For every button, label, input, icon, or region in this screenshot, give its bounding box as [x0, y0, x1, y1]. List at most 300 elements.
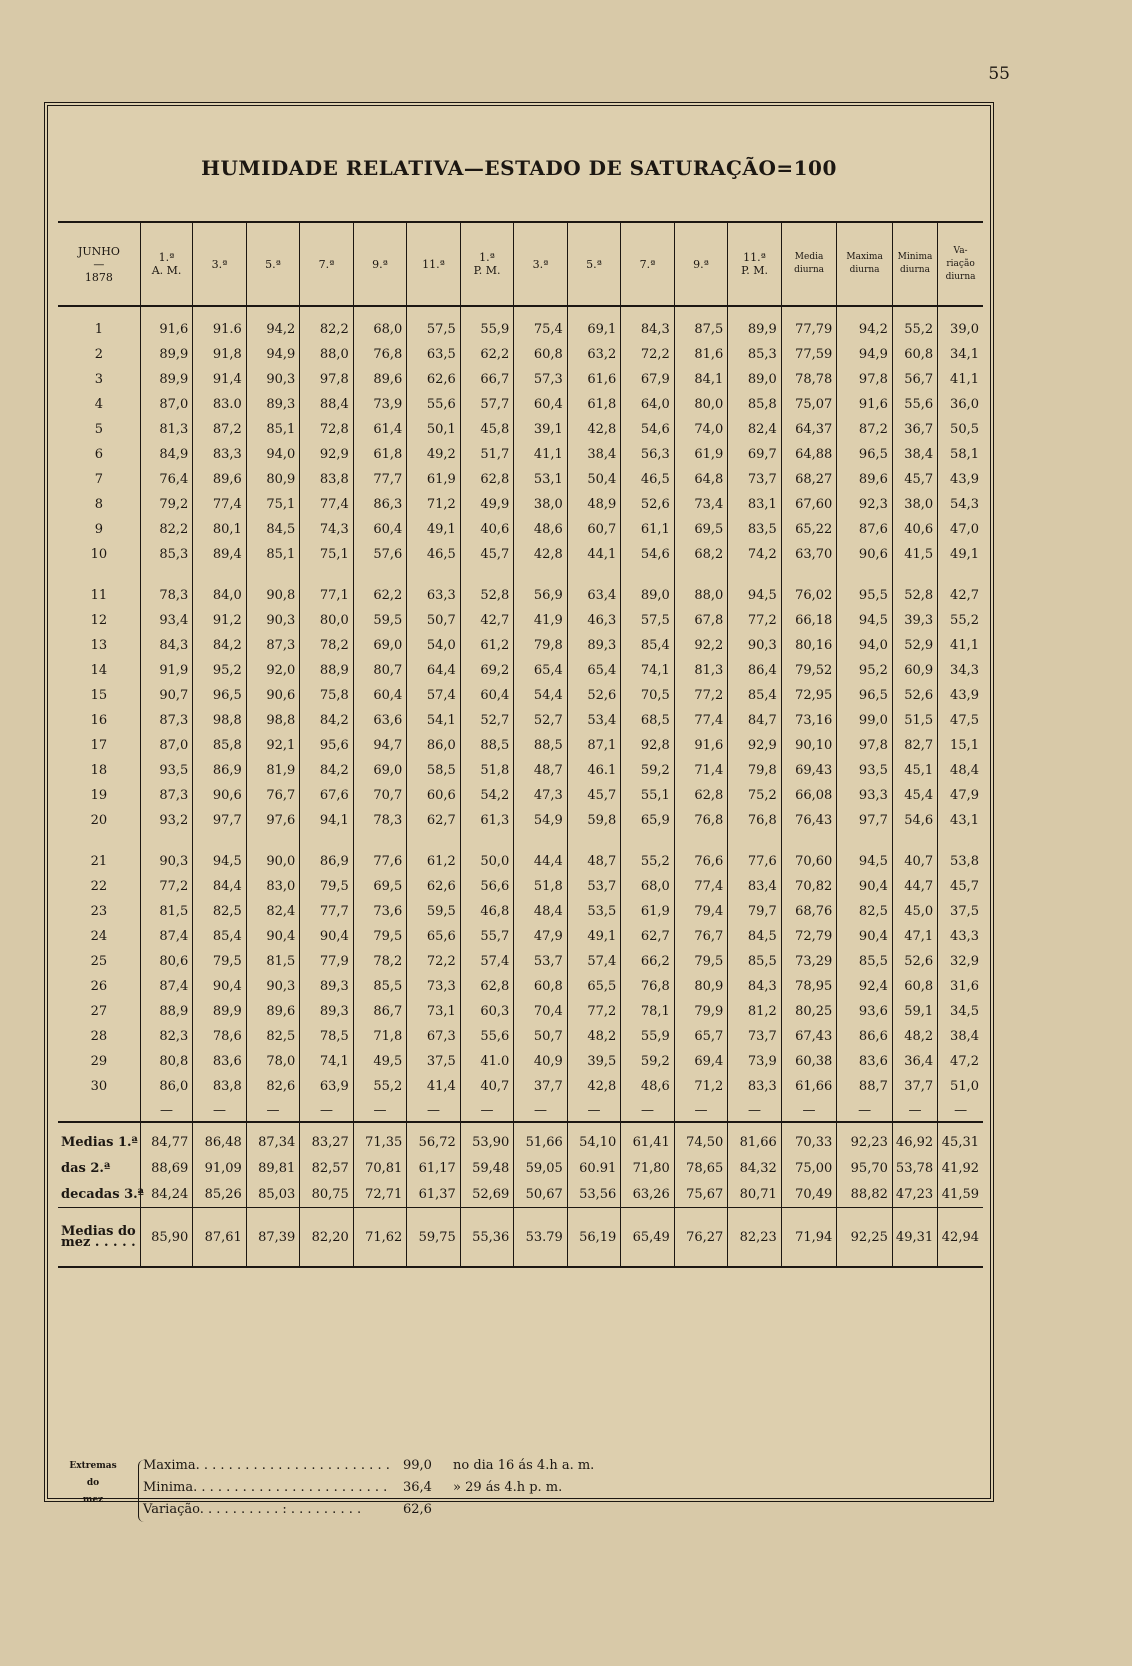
header-col-bottom: P. M.	[741, 264, 768, 277]
extreme-minima	[143, 1480, 562, 1502]
table-cell: 70,49	[781, 1181, 837, 1208]
table-cell: 48,4	[938, 758, 983, 783]
table-cell: 78,6	[193, 1024, 247, 1049]
table-cell: 61,37	[407, 1181, 461, 1208]
table-cell: 93,2	[140, 808, 192, 833]
table-cell: 89,6	[193, 467, 247, 492]
table-cell: 62,2	[353, 583, 407, 608]
table-cell: 80,6	[140, 949, 192, 974]
table-cell: 97,7	[193, 808, 247, 833]
table-cell: 70,4	[514, 999, 568, 1024]
table-cell: 34,5	[938, 999, 983, 1024]
table-row	[58, 1122, 983, 1155]
table-cell: 49,1	[938, 542, 983, 567]
table-row	[58, 849, 983, 874]
table-cell: 54,3	[938, 492, 983, 517]
table-cell: 80,71	[728, 1181, 782, 1208]
table-cell: 45,1	[892, 758, 937, 783]
table-cell: 98,8	[246, 708, 300, 733]
table-cell: 64,37	[781, 417, 837, 442]
table-cell	[407, 833, 461, 849]
table-cell: 52,6	[567, 683, 621, 708]
table-cell: 85,3	[140, 542, 192, 567]
table-cell: 88,0	[674, 583, 728, 608]
header-col	[674, 222, 728, 306]
table-cell: 75,00	[781, 1155, 837, 1181]
dash-cell: —	[621, 1099, 675, 1122]
day-number: 4	[94, 397, 104, 412]
table-cell	[781, 567, 837, 583]
table-cell: 85,5	[353, 974, 407, 999]
table-cell: 87,2	[837, 417, 893, 442]
table-cell: 42,8	[567, 417, 621, 442]
header-col-bottom: A. M.	[151, 264, 182, 277]
extremes-label-line: do	[86, 1478, 100, 1488]
table-cell: 82,4	[728, 417, 782, 442]
table-cell: 78,1	[621, 999, 675, 1024]
decada-label	[58, 1155, 140, 1181]
table-cell: 75,07	[781, 392, 837, 417]
table-cell: 73,1	[407, 999, 461, 1024]
table-cell: 62,7	[621, 924, 675, 949]
table-cell: 90,6	[837, 542, 893, 567]
table-cell: 61,2	[407, 849, 461, 874]
table-cell: 90,4	[193, 974, 247, 999]
table-cell: 39,1	[514, 417, 568, 442]
table-cell: 90,0	[246, 849, 300, 874]
table-cell: 48,7	[514, 758, 568, 783]
header-col	[514, 222, 568, 306]
table-cell: 69,0	[353, 758, 407, 783]
table-cell: 80,9	[674, 974, 728, 999]
table-cell: 42,8	[567, 1074, 621, 1099]
table-cell: 71,2	[674, 1074, 728, 1099]
table-cell: 89,6	[246, 999, 300, 1024]
table-cell	[938, 833, 983, 849]
table-cell: 61,6	[567, 367, 621, 392]
table-cell	[514, 833, 568, 849]
dash-cell: —	[246, 1099, 300, 1122]
table-cell: 45,31	[938, 1122, 983, 1155]
table-cell: 69,7	[728, 442, 782, 467]
table-cell: 59,48	[460, 1155, 514, 1181]
table-cell: 81,3	[674, 658, 728, 683]
table-cell: 82,7	[892, 733, 937, 758]
table-cell: 77,59	[781, 342, 837, 367]
table-cell: 85,8	[728, 392, 782, 417]
table-cell: 87,61	[193, 1208, 247, 1268]
table-cell: 65,9	[621, 808, 675, 833]
table-cell: 41,92	[938, 1155, 983, 1181]
table-row	[58, 949, 983, 974]
table-cell: 90,8	[246, 583, 300, 608]
table-cell: 83,27	[300, 1122, 354, 1155]
table-cell	[460, 833, 514, 849]
table-cell: 64,8	[674, 467, 728, 492]
table-cell: 90,3	[246, 608, 300, 633]
table-cell: 41.0	[460, 1049, 514, 1074]
table-cell: 70,60	[781, 849, 837, 874]
table-cell: 89,6	[353, 367, 407, 392]
table-cell: 61,1	[621, 517, 675, 542]
table-cell: 83,4	[728, 874, 782, 899]
table-cell: 86,9	[193, 758, 247, 783]
table-cell: 61,9	[674, 442, 728, 467]
table-cell: 77,6	[728, 849, 782, 874]
table-cell: 94,2	[246, 306, 300, 342]
table-cell: 70,5	[621, 683, 675, 708]
table-cell: 75,8	[300, 683, 354, 708]
table-cell: 57,4	[460, 949, 514, 974]
table-cell: 77,2	[674, 683, 728, 708]
table-cell: 81,66	[728, 1122, 782, 1155]
table-cell: 65,49	[621, 1208, 675, 1268]
table-cell: 59,5	[407, 899, 461, 924]
table-cell: 79,7	[728, 899, 782, 924]
table-cell: 82,20	[300, 1208, 354, 1268]
table-cell: 36,0	[938, 392, 983, 417]
table-cell: 86,9	[300, 849, 354, 874]
table-cell: 85,1	[246, 542, 300, 567]
table-row	[58, 808, 983, 833]
dash-cell: —	[353, 1099, 407, 1122]
table-cell: 85,03	[246, 1181, 300, 1208]
table-cell: 57,4	[407, 683, 461, 708]
table-cell: 53.79	[514, 1208, 568, 1268]
table-cell: 67,60	[781, 492, 837, 517]
table-cell: 73,29	[781, 949, 837, 974]
table-cell: 62,7	[407, 808, 461, 833]
table-cell: 67,43	[781, 1024, 837, 1049]
table-cell: 53,78	[892, 1155, 937, 1181]
table-cell: 78,95	[781, 974, 837, 999]
table-cell: 77,2	[140, 874, 192, 899]
table-cell	[728, 833, 782, 849]
table-cell: 84,2	[300, 758, 354, 783]
table-row	[58, 608, 983, 633]
table-cell: 90,10	[781, 733, 837, 758]
table-cell: 89,3	[246, 392, 300, 417]
table-cell: 69,5	[353, 874, 407, 899]
header-col-top: Va-	[953, 245, 968, 256]
table-cell: 50,1	[407, 417, 461, 442]
header-col-top: 5.ª	[586, 257, 602, 271]
table-row	[58, 658, 983, 683]
table-cell: 68,0	[353, 306, 407, 342]
header-col-top: 9.ª	[693, 257, 709, 271]
table-row	[58, 492, 983, 517]
header-col-top: 3.ª	[211, 257, 228, 271]
extreme-name: Maxima. . . . . . . . . . . . . . . . . . . . . . . .	[143, 1458, 390, 1473]
table-cell: 84,7	[728, 708, 782, 733]
table-cell: 45,7	[567, 783, 621, 808]
table-cell: 84,5	[728, 924, 782, 949]
day-number: 9	[94, 522, 104, 537]
day-number: 13	[90, 638, 108, 653]
table-cell: 87,3	[246, 633, 300, 658]
table-cell: 90,3	[140, 849, 192, 874]
table-cell: 92,0	[246, 658, 300, 683]
table-cell: 81,3	[140, 417, 192, 442]
extreme-value: 36,4	[403, 1480, 432, 1495]
table-cell: 65,6	[407, 924, 461, 949]
header-col	[892, 222, 937, 306]
extreme-name: Variação. . . . . . . . . . : . . . . . . . . .	[143, 1502, 362, 1517]
table-cell: 55,2	[621, 849, 675, 874]
table-cell: 60,6	[407, 783, 461, 808]
table-cell: 84,3	[140, 633, 192, 658]
table-cell: 70,7	[353, 783, 407, 808]
table-cell: 83,0	[246, 874, 300, 899]
table-cell: 42,8	[514, 542, 568, 567]
table-cell: 47,9	[938, 783, 983, 808]
table-cell: 84,1	[674, 367, 728, 392]
table-cell: 89,3	[300, 974, 354, 999]
table-cell: 95,2	[837, 658, 893, 683]
decada-number: 3.ª	[124, 1186, 144, 1202]
table-cell: 78,5	[300, 1024, 354, 1049]
table-cell: 74,1	[621, 658, 675, 683]
table-cell: 84,3	[728, 974, 782, 999]
table-cell: 95,70	[837, 1155, 893, 1181]
table-cell: 40,7	[892, 849, 937, 874]
day-number: 12	[90, 613, 108, 628]
table-cell: 91,4	[193, 367, 247, 392]
table-cell: 75,67	[674, 1181, 728, 1208]
table-cell: 92,23	[837, 1122, 893, 1155]
table-cell: 60,9	[892, 658, 937, 683]
table-cell: 47,5	[938, 708, 983, 733]
table-cell: 86,6	[837, 1024, 893, 1049]
table-cell: 60,4	[460, 683, 514, 708]
table-cell: 77,4	[674, 708, 728, 733]
table-row	[58, 1181, 983, 1208]
table-cell: 55,2	[938, 608, 983, 633]
table-cell: 69,0	[353, 633, 407, 658]
dash-cell: —	[514, 1099, 568, 1122]
table-row	[58, 683, 983, 708]
table-cell: 47,0	[938, 517, 983, 542]
table-cell: 50,4	[567, 467, 621, 492]
table-cell: 74,2	[728, 542, 782, 567]
table-cell: 52,6	[892, 949, 937, 974]
table-cell	[892, 833, 937, 849]
table-cell: 43,9	[938, 683, 983, 708]
header-col	[353, 222, 407, 306]
table-row	[58, 442, 983, 467]
humidity-table	[58, 221, 983, 1268]
table-cell: 89,4	[193, 542, 247, 567]
table-cell: 58,1	[938, 442, 983, 467]
table-cell: 79,52	[781, 658, 837, 683]
table-cell: 63,6	[353, 708, 407, 733]
table-cell: 67,3	[407, 1024, 461, 1049]
decada-number: 2.ª	[90, 1160, 111, 1176]
table-cell: 95,6	[300, 733, 354, 758]
table-cell	[140, 567, 192, 583]
table-cell: 74,0	[674, 417, 728, 442]
table-row	[58, 306, 983, 342]
table-cell: 38,0	[892, 492, 937, 517]
table-cell: 61,41	[621, 1122, 675, 1155]
table-cell: 39,3	[892, 608, 937, 633]
header-col	[781, 222, 837, 306]
month-extremes	[58, 1458, 758, 1578]
table-cell: 92,2	[674, 633, 728, 658]
table-cell: 59,8	[567, 808, 621, 833]
table-cell: 48,6	[621, 1074, 675, 1099]
table-cell: 82,23	[728, 1208, 782, 1268]
table-cell: 53,8	[938, 849, 983, 874]
table-cell: 85,4	[621, 633, 675, 658]
table-cell: 92,25	[837, 1208, 893, 1268]
table-cell: 89,9	[140, 367, 192, 392]
table-cell: 76,8	[674, 808, 728, 833]
table-cell: 50,67	[514, 1181, 568, 1208]
table-cell: 79,8	[728, 758, 782, 783]
table-cell: 82,5	[246, 1024, 300, 1049]
table-cell: 79,5	[300, 874, 354, 899]
table-cell: 84,32	[728, 1155, 782, 1181]
table-cell	[837, 833, 893, 849]
table-cell: 97,8	[300, 367, 354, 392]
table-cell	[514, 567, 568, 583]
header-col-top: 11.ª	[743, 251, 766, 264]
table-cell: 37,7	[892, 1074, 937, 1099]
table-cell: 91,09	[193, 1155, 247, 1181]
dash-cell: —	[193, 1099, 247, 1122]
table-cell: 81,6	[674, 342, 728, 367]
page-number: 55	[988, 64, 1010, 84]
table-cell: 80,9	[246, 467, 300, 492]
header-col-top: 11.ª	[422, 257, 445, 271]
table-cell: 63,3	[407, 583, 461, 608]
table-cell: 91,6	[837, 392, 893, 417]
table-cell: 94,9	[837, 342, 893, 367]
table-cell: 56,3	[621, 442, 675, 467]
table-cell: 52,69	[460, 1181, 514, 1208]
table-cell: 48,6	[514, 517, 568, 542]
table-cell: 62,2	[460, 342, 514, 367]
table-cell: 65,5	[567, 974, 621, 999]
table-row	[58, 392, 983, 417]
day-number: 11	[90, 588, 108, 603]
table-cell: 85,4	[193, 924, 247, 949]
table-cell: 42,94	[938, 1208, 983, 1268]
table-cell: 60.91	[567, 1155, 621, 1181]
table-cell: 47,23	[892, 1181, 937, 1208]
table-cell: 46,3	[567, 608, 621, 633]
table-cell: 67,9	[621, 367, 675, 392]
table-cell: 66,2	[621, 949, 675, 974]
table-cell: 92,9	[300, 442, 354, 467]
table-cell: 97,8	[837, 733, 893, 758]
table-cell: 92,4	[837, 974, 893, 999]
table-cell: 91,6	[674, 733, 728, 758]
table-cell: 54,6	[621, 542, 675, 567]
table-cell: 73,7	[728, 1024, 782, 1049]
table-cell: 39,5	[567, 1049, 621, 1074]
table-cell: 73,9	[728, 1049, 782, 1074]
table-cell: 60,8	[514, 342, 568, 367]
table-cell: 52,8	[460, 583, 514, 608]
table-cell: 60,4	[353, 683, 407, 708]
table-cell: 51,7	[460, 442, 514, 467]
table-cell: 94,9	[246, 342, 300, 367]
table-cell: 37,5	[407, 1049, 461, 1074]
table-cell: 77,4	[193, 492, 247, 517]
table-cell: 46.1	[567, 758, 621, 783]
table-cell	[353, 567, 407, 583]
table-cell: 65,4	[514, 658, 568, 683]
table-cell: 95,2	[193, 658, 247, 683]
table-cell: 63,26	[621, 1181, 675, 1208]
table-cell: 82,2	[140, 517, 192, 542]
table-cell: 73,7	[728, 467, 782, 492]
table-cell: 87,4	[140, 924, 192, 949]
extreme-name: Minima. . . . . . . . . . . . . . . . . . . . . . . .	[143, 1480, 388, 1495]
table-cell: 83.0	[193, 392, 247, 417]
table-cell: 63,9	[300, 1074, 354, 1099]
table-cell: 99,0	[837, 708, 893, 733]
table-cell: 64,88	[781, 442, 837, 467]
table-cell: 71,80	[621, 1155, 675, 1181]
table-cell: 85,5	[728, 949, 782, 974]
header-row	[58, 222, 983, 306]
table-cell: 69,5	[674, 517, 728, 542]
table-cell: 91.6	[193, 306, 247, 342]
table-cell: 60,8	[892, 342, 937, 367]
header-col	[407, 222, 461, 306]
table-cell: 68,2	[674, 542, 728, 567]
table-cell: 80,16	[781, 633, 837, 658]
table-cell: 54,4	[514, 683, 568, 708]
header-col	[728, 222, 782, 306]
table-cell: 67,6	[300, 783, 354, 808]
table-cell: 73,6	[353, 899, 407, 924]
table-cell: 88,69	[140, 1155, 192, 1181]
day-number: 24	[90, 929, 108, 944]
table-cell: 81,5	[246, 949, 300, 974]
table-cell: 49,1	[567, 924, 621, 949]
table-cell: 78,2	[300, 633, 354, 658]
table-cell: 86,4	[728, 658, 782, 683]
table-cell: 89,0	[728, 367, 782, 392]
table-cell: 54,6	[621, 417, 675, 442]
table-cell: 56,72	[407, 1122, 461, 1155]
medias-mez-line: Medias do	[61, 1224, 136, 1239]
table-cell: 83,3	[728, 1074, 782, 1099]
table-cell: 78,3	[140, 583, 192, 608]
table-row	[58, 733, 983, 758]
table-cell: 89,9	[140, 342, 192, 367]
table-row	[58, 583, 983, 608]
day-number: 1	[94, 322, 104, 337]
table-cell	[837, 567, 893, 583]
table-cell: 88,5	[514, 733, 568, 758]
table-cell: 48,2	[892, 1024, 937, 1049]
table-row	[58, 542, 983, 567]
table-cell: 93,3	[837, 783, 893, 808]
table-cell: 55,2	[353, 1074, 407, 1099]
table-row	[58, 1099, 983, 1122]
dash-cell: —	[892, 1099, 937, 1122]
table-cell: 97,6	[246, 808, 300, 833]
table-row	[58, 708, 983, 733]
table-cell: 53,1	[514, 467, 568, 492]
table-cell: 71,2	[407, 492, 461, 517]
header-col	[621, 222, 675, 306]
